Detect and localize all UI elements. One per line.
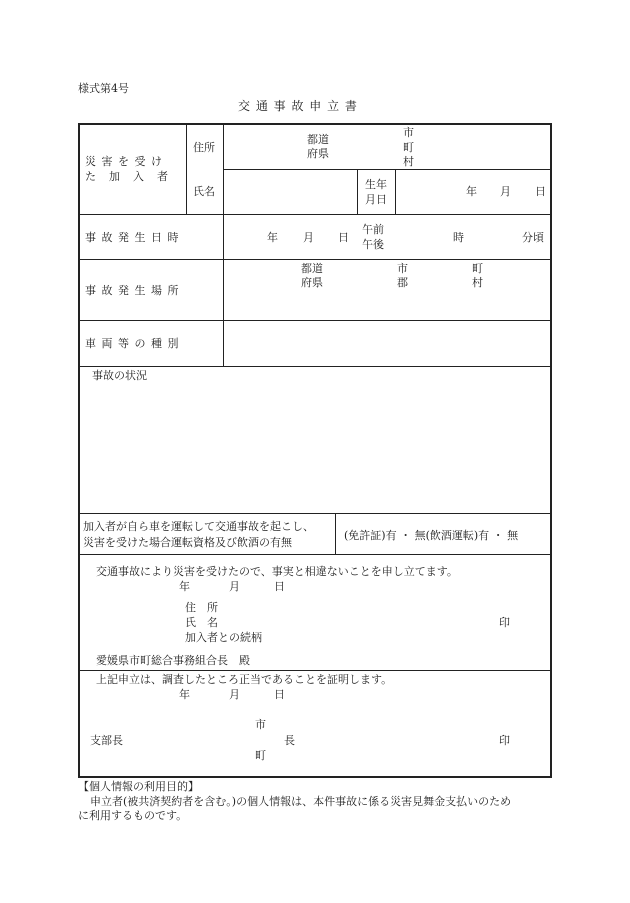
certification-month: 月 <box>229 688 240 701</box>
rule <box>78 670 552 671</box>
place-gun: 郡 <box>397 276 408 289</box>
place-pref-bottom: 府県 <box>301 276 323 289</box>
addressee: 愛媛県市町総合事務組合長 殿 <box>96 654 250 667</box>
rule <box>357 169 358 214</box>
rule <box>78 214 552 215</box>
relation-label: 加入者との続柄 <box>185 631 262 644</box>
birth-month: 月 <box>500 185 511 198</box>
certification-day: 日 <box>274 688 285 701</box>
place-label: 事 故 発 生 場 所 <box>85 284 180 297</box>
certifier-seal: 印 <box>499 734 510 747</box>
privacy-heading: 【個人情報の利用目的】 <box>78 780 199 793</box>
place-mura: 村 <box>472 276 483 289</box>
rule <box>78 320 552 321</box>
rule <box>78 513 552 514</box>
place-shi: 市 <box>397 262 408 275</box>
license-question-line1: 加入者が自ら車を運転して交通事故を起こし、 <box>83 520 314 533</box>
place-pref-top: 都道 <box>301 262 323 275</box>
declaration-text: 交通事故により災害を受けたので、事実と相違ないことを申し立てます。 <box>96 565 458 578</box>
datetime-hour: 時 <box>453 231 464 244</box>
vehicle-type-label: 車 両 等 の 種 別 <box>85 337 180 350</box>
certifier-town: 町 <box>255 749 266 762</box>
license-question-line2: 災害を受けた場合運転資格及び飲酒の有無 <box>83 536 292 549</box>
rule <box>335 513 336 554</box>
certifier-city: 市 <box>255 718 266 731</box>
privacy-line2: に利用するものです。 <box>78 809 188 822</box>
prefecture-bottom: 府県 <box>307 147 329 160</box>
city-machi: 町 <box>403 141 414 154</box>
declaration-month: 月 <box>229 580 240 593</box>
name-label: 氏名 <box>193 185 215 198</box>
rule <box>78 259 552 260</box>
branch-head-label: 支部長 <box>90 734 123 747</box>
declarant-name-label: 氏 名 <box>185 616 218 629</box>
certification-text: 上記申立は、調査したところ正当であることを証明します。 <box>96 673 393 686</box>
birth-label-bottom: 月日 <box>365 193 387 206</box>
declarant-address-label: 住 所 <box>185 601 218 614</box>
rule <box>186 124 187 214</box>
city-mura: 村 <box>403 155 414 168</box>
rule <box>223 124 224 366</box>
address-label: 住所 <box>193 141 215 154</box>
privacy-line1: 申立者(被共済契約者を含む。)の個人情報は、本件事故に係る災害見舞金支払いのため <box>90 795 512 808</box>
rule <box>224 169 552 170</box>
rule <box>78 554 552 555</box>
city-shi: 市 <box>403 126 414 139</box>
birth-label-top: 生年 <box>365 178 387 191</box>
applicant-label-line2: た 加 入 者 <box>85 170 169 183</box>
datetime-am: 午前 <box>362 223 384 236</box>
birth-year: 年 <box>466 185 477 198</box>
rule <box>78 366 552 367</box>
datetime-pm: 午後 <box>362 238 384 251</box>
prefecture-top: 都道 <box>307 133 329 146</box>
form-number: 様式第4号 <box>78 82 129 95</box>
datetime-month: 月 <box>303 231 314 244</box>
rule <box>395 169 396 214</box>
datetime-day: 日 <box>338 231 349 244</box>
certification-year: 年 <box>179 688 190 701</box>
situation-label: 事故の状況 <box>92 369 147 382</box>
birth-day: 日 <box>535 185 546 198</box>
declaration-day: 日 <box>274 580 285 593</box>
declarant-seal: 印 <box>499 616 510 629</box>
certifier-head: 長 <box>284 734 295 747</box>
datetime-label: 事 故 発 生 日 時 <box>85 231 180 244</box>
license-answer: (免許証)有 ・ 無(飲酒運転)有 ・ 無 <box>344 529 519 542</box>
declaration-year: 年 <box>179 580 190 593</box>
form-title: 交 通 事 故 申 立 書 <box>238 99 358 113</box>
datetime-minute: 分頃 <box>522 231 544 244</box>
applicant-label-line1: 災 害 を 受 け <box>85 155 163 168</box>
place-machi: 町 <box>472 262 483 275</box>
datetime-year: 年 <box>267 231 278 244</box>
